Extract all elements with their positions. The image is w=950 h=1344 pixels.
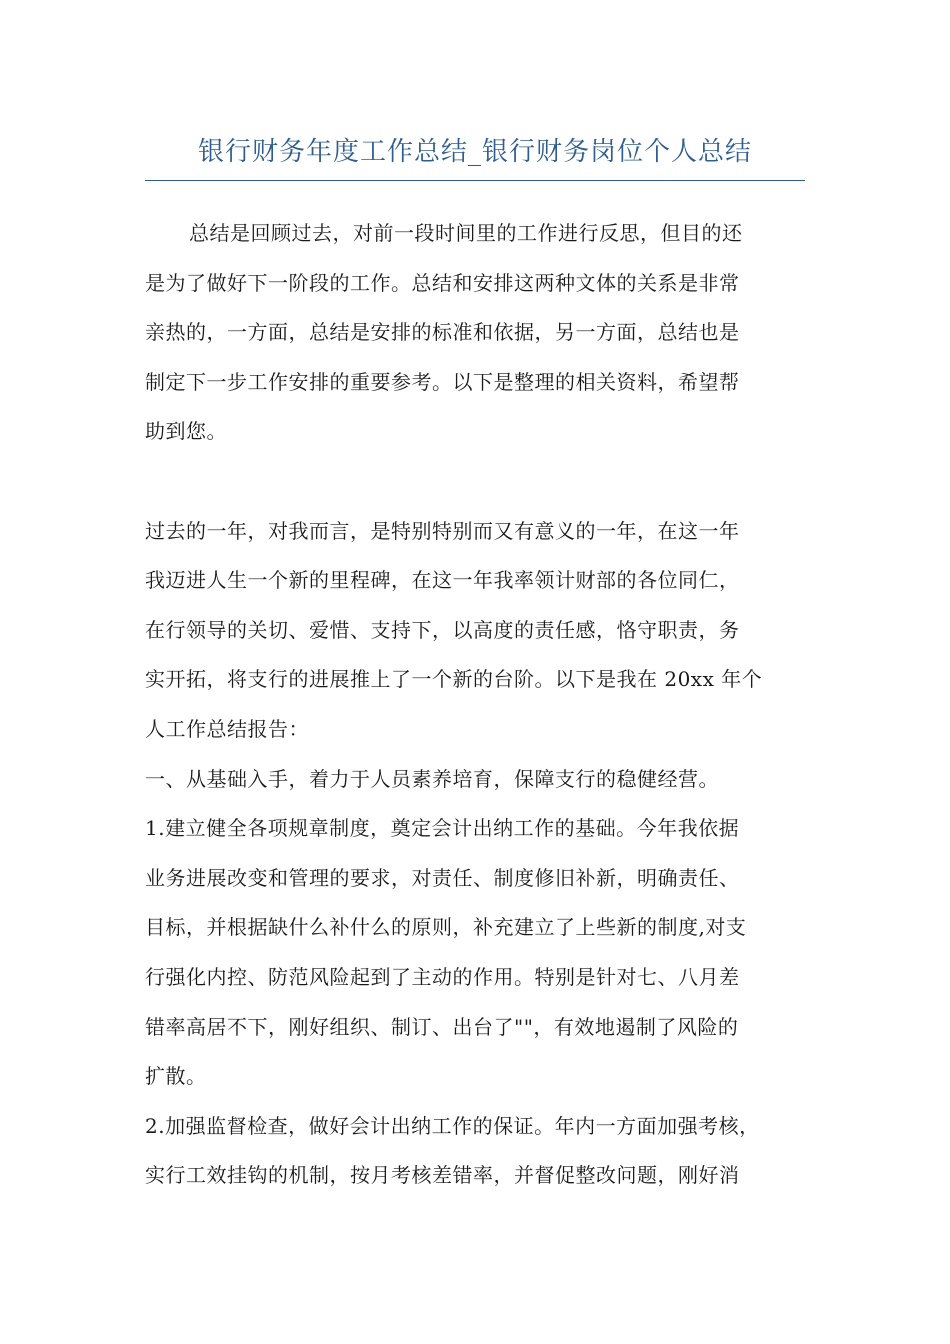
document-title: 银行财务年度工作总结_银行财务岗位个人总结 (197, 137, 752, 167)
title-underline (145, 180, 805, 181)
item-1-paragraph (145, 804, 805, 1102)
body-line: 过去的一年，对我而言，是特别特别而又有意义的一年，在这一年 (145, 518, 740, 543)
body-line: 业务进展改变和管理的要求，对责任、制度修旧补新，明确责任、 (145, 865, 740, 890)
body-line: 错率高居不下，刚好组织、制订、出台了""，有效地遏制了风险的 (145, 1014, 739, 1039)
body-line: 是为了做好下一阶段的工作。总结和安排这两种文体的关系是非常 (145, 270, 740, 295)
body-line: 2.加强监督检查，做好会计出纳工作的保证。年内一方面加强考核， (145, 1113, 760, 1138)
body-line: 在行领导的关切、爱惜、支持下，以高度的责任感，恪守职责，务 (145, 617, 740, 642)
body-line: 目标，并根据缺什么补什么的原则，补充建立了上些新的制度,对支 (145, 915, 747, 940)
main-paragraph (145, 507, 805, 755)
body-line: 实开拓，将支行的进展推上了一个新的台阶。以下是我在 20xx 年个 (145, 667, 763, 692)
document-body (145, 209, 805, 1201)
intro-paragraph (145, 209, 805, 457)
body-line: 扩散。 (145, 1064, 207, 1089)
body-line: 行强化内控、防范风险起到了主动的作用。特别是针对七、八月差 (145, 964, 740, 989)
paragraph-gap (145, 457, 805, 507)
body-line: 总结是回顾过去，对前一段时间里的工作进行反思，但目的还 (189, 221, 743, 245)
body-line: 我迈进人生一个新的里程碑，在这一年我率领计财部的各位同仁， (145, 568, 740, 593)
section-heading: 一、从基础入手，着力于人员素养培育，保障支行的稳健经营。 (145, 766, 719, 791)
body-line: 实行工效挂钩的机制，按月考核差错率，并督促整改问题，刚好消 (145, 1163, 740, 1188)
item-2-paragraph (145, 1102, 805, 1201)
body-line: 人工作总结报告： (145, 716, 309, 741)
body-line: 1.建立健全各项规章制度，奠定会计出纳工作的基础。今年我依据 (145, 816, 740, 841)
body-line: 助到您。 (145, 419, 227, 444)
body-line: 制定下一步工作安排的重要参考。以下是整理的相关资料，希望帮 (145, 369, 740, 394)
body-line: 亲热的，一方面，总结是安排的标准和依据，另一方面，总结也是 (145, 320, 740, 345)
